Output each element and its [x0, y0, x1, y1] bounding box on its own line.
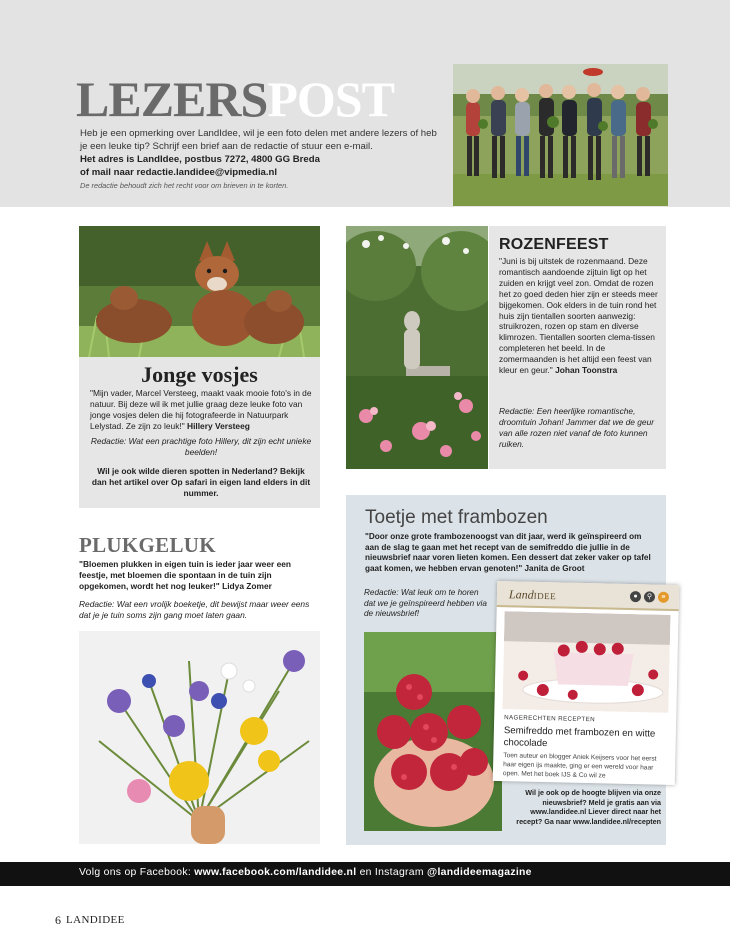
postal-address: Het adres is LandIdee, postbus 7272, 4800 GG Breda [80, 154, 320, 165]
rose-letter-text: "Juni is bij uitstek de rozenmaand. Deze romantisch aandoende zijtuin ligt op het zuiden en krijgt veel zon. Omdat de rozen het zo goed deden hier zijn er steeds meer bijgekomen. Ook elders in de tuin rond het huis zijn tientallen soorten aanwezig: struikrozen, rozen op stam en diverse klimrozen. Tientallen soorten clema-tissen completeren het beeld. In de zomermaanden is het altijd een feest van kleur en geur." Johan Toonstra [499, 256, 658, 376]
flower-bouquet-photo [79, 631, 320, 844]
email-line[interactable]: of mail naar redactie.landidee@vipmedia.nl [80, 167, 278, 178]
pluk-author: Lidya Zomer [222, 581, 272, 591]
fox-author: Hillery Versteeg [187, 421, 250, 431]
menu-icon: ≡ [658, 592, 669, 603]
search-icon: ⚲ [644, 591, 655, 602]
rose-author: Johan Toonstra [555, 365, 618, 376]
pluk-editor-note: Redactie: Wat een vrolijk boeketje, dit bewijst maar weer eens dat je je tuin soms zijn gang moet laten gaan. [79, 599, 310, 620]
intro-text: Heb je een opmerking over LandIdee, wil je een foto delen met andere lezers of heb je een leuke tip? Schrijf een brief aan de redactie of stuur een e-mail. Het adres is LandIdee, postbus 7272, 4800 GG Breda of mail naar redactie.landidee@vipmedia.nl [80, 128, 437, 178]
semifreddo-photo [502, 611, 670, 713]
fox-letter-text: "Mijn vader, Marcel Versteeg, maakt vaak mooie foto's in de natuur. Bij deze wil ik met jullie graag deze leuke foto van jonge vosjes delen die hij fotografeerde in Natuurpark Lelystad. Ze zijn zo leuk!" Hillery Versteeg [90, 388, 312, 431]
newsletter-cta: Wil je ook op de hoogte blijven via onze nieuwsbrief? Meld je gratis aan via www.landidee.nl Liever direct naar het recept? Ga naar www.landidee.nl/recepten [516, 788, 661, 826]
rose-garden-photo [346, 226, 488, 469]
raspberries-photo [364, 632, 502, 831]
fox-title: Jonge vosjes [141, 362, 258, 387]
website-header-icons [630, 591, 669, 603]
fox-cta: Wil je ook wilde dieren spotten in Nederland? Bekijk dan het artikel over Op safari in eigen land elders in dit nummer. [91, 466, 311, 498]
raspberry-author: Janita de Groot [524, 563, 585, 573]
website-categories[interactable]: NAGERECHTEN RECEPTEN [504, 714, 596, 724]
user-icon: ● [630, 591, 641, 602]
page-title: LEZERSPOST [76, 71, 394, 127]
instagram-handle[interactable]: @landideemagazine [427, 867, 532, 878]
disclaimer: De redactie behoudt zich het recht voor om brieven in te korten. [80, 181, 289, 190]
group-photo [453, 64, 668, 206]
rose-editor-note: Redactie: Een heerlijke romantische, droomtuin Johan! Jammer dat we de geur van alle rozen niet vanaf de foto kunnen ruiken. [499, 406, 655, 449]
website-headline[interactable]: Semifreddo met frambozen en witte chocolade [503, 725, 656, 749]
page-number: 6 [55, 913, 61, 927]
facebook-link[interactable]: www.facebook.com/landidee.nl [194, 867, 357, 878]
fox-editor-note: Redactie: Wat een prachtige foto Hillery, dit zijn echt unieke beelden! [90, 436, 312, 457]
footer-brand: LANDIDEE [66, 914, 125, 926]
fox-cubs-photo [79, 226, 320, 357]
raspberry-letter-text: "Door onze grote frambozenoogst van dit jaar, werd ik geïnspireerd om aan de slag te gaan met het recept van de semifreddo die jullie in de nieuwsbrief naar voren lieten komen. Een dessert dat zeker vaker op tafel gaat komen, we hebben ervan genoten!" Janita de Groot [365, 532, 651, 573]
pluk-letter-text: "Bloemen plukken in eigen tuin is ieder jaar weer een feestje, met bloemen die spontaan in de tuin zijn opgekomen, wordt het nog leuker!" Lidya Zomer [79, 559, 292, 591]
raspberry-title: Toetje met frambozen [365, 507, 548, 528]
website-logo: LandIDEE [508, 587, 557, 602]
pluk-title: PLUKGELUK [79, 533, 216, 557]
raspberry-editor-note: Redactie: Wat leuk om te horen dat we je geïnspireerd hebben via de nieuwsbrief! [364, 588, 487, 619]
social-text: Volg ons op Facebook: www.facebook.com/landidee.nl en Instagram @landideemagazine [79, 867, 532, 878]
website-body: Toen auteur en blogger Aniek Keijsers voor het eerst haar eigen ijs maakte, ging er een wereld voor haar open. Met het boek IJS & Co wil ze [502, 752, 657, 780]
rose-title: ROZENFEEST [499, 236, 609, 253]
website-header [497, 581, 680, 611]
website-screenshot [493, 581, 679, 785]
